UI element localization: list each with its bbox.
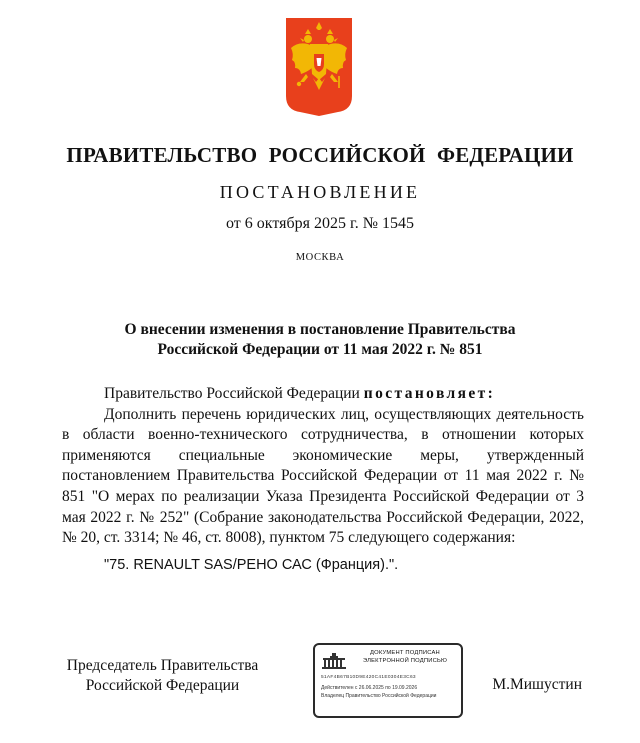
stamp-certificate-number: 51AF4B67B10D9E420C41E0304E3C63 bbox=[321, 675, 416, 680]
document-body bbox=[62, 384, 584, 575]
decides-word: постановляет: bbox=[363, 385, 496, 402]
subject-line-1: О внесении изменения в постановление Правительства bbox=[124, 321, 516, 338]
signer-position-line-1: Председатель Правительства bbox=[66, 657, 259, 674]
electronic-signature-stamp bbox=[313, 643, 463, 718]
signer-position-line-2: Российской Федерации bbox=[85, 677, 240, 694]
double-headed-eagle-icon bbox=[286, 18, 352, 116]
stamp-heading-line-1: ДОКУМЕНТ ПОДПИСАН bbox=[370, 650, 440, 656]
document-date-number: от 6 октября 2025 г. № 1545 bbox=[225, 215, 414, 232]
document-subject bbox=[0, 320, 640, 360]
document-type: ПОСТАНОВЛЕНИЕ bbox=[219, 182, 421, 202]
resolution-paragraph: Дополнить перечень юридических лиц, осуществляющих деятельность в области военно-технического сотрудничества, в отношении которых применяются специальные экономические меры, утвержденный постановлением Правительства Российской Федерации от 11 мая 2022 г. № 851 "О мерах по реализации Указа Президента Российской Федерации от 3 мая 2022 г. № 252" (Собрание законодательства Российской Федерации, 2022, № 20, ст. 3314; № 46, ст. 8008), пунктом 75 следующего содержания: bbox=[62, 405, 584, 547]
government-building-icon bbox=[321, 652, 347, 670]
government-title: ПРАВИТЕЛЬСТВО РОССИЙСКОЙ ФЕДЕРАЦИИ bbox=[66, 143, 574, 167]
coat-of-arms-emblem bbox=[286, 18, 352, 116]
signer-position bbox=[50, 656, 275, 696]
stamp-owner: Владелец Правительство Российской Федерации bbox=[321, 693, 437, 699]
signer-name: М.Мишустин bbox=[492, 676, 582, 693]
preamble bbox=[62, 384, 584, 405]
stamp-heading-line-2: ЭЛЕКТРОННОЙ ПОДПИСЬЮ bbox=[362, 658, 448, 664]
preamble-text: Правительство Российской Федерации bbox=[104, 385, 360, 402]
document-city: МОСКВА bbox=[295, 252, 345, 263]
stamp-validity: Действителен с 26.06.2025 по 19.09.2026 bbox=[321, 685, 418, 691]
subject-line-2: Российской Федерации от 11 мая 2022 г. № 851 bbox=[157, 341, 483, 358]
resolution-entry: "75. RENAULT SAS/РЕНО САС (Франция).". bbox=[104, 556, 399, 573]
stamp-heading bbox=[351, 649, 459, 665]
